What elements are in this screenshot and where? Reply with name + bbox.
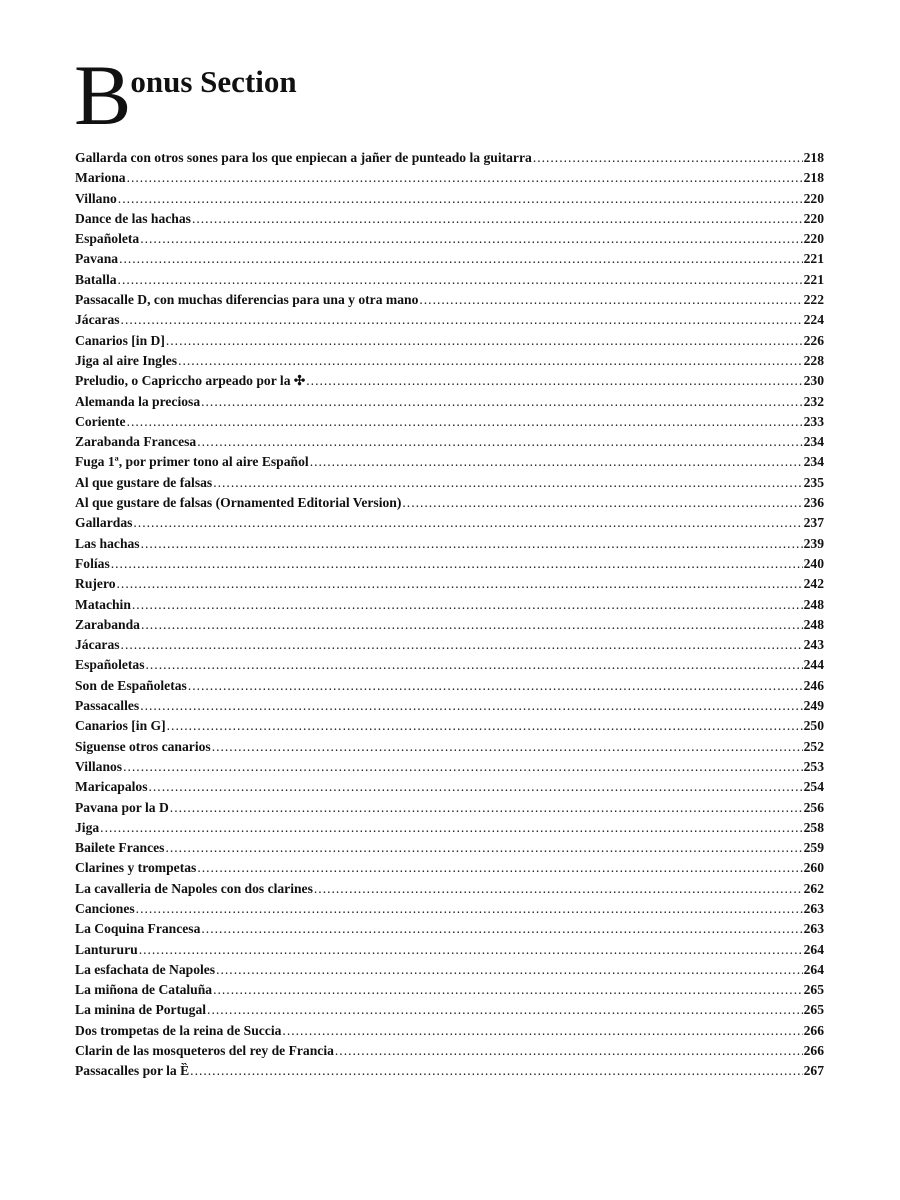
- toc-entry-page-number: 220: [803, 231, 824, 247]
- toc-entry-page-number: 236: [803, 495, 824, 511]
- toc-entry-page-number: 226: [803, 332, 824, 348]
- toc-entry-page-number: 250: [803, 718, 824, 734]
- toc-entry-title: Jiga al aire Ingles: [75, 352, 178, 368]
- toc-entry-title: Zarabanda: [75, 616, 140, 632]
- toc-dot-leader: [167, 716, 803, 736]
- toc-entry-page-number: 260: [803, 860, 824, 876]
- toc-entry-title: Zarabanda Francesa: [75, 434, 197, 450]
- toc-entry: [75, 879, 824, 899]
- toc-entry: [75, 473, 824, 493]
- toc-entry: [75, 757, 824, 777]
- toc-entry-page-number: 254: [803, 779, 824, 795]
- toc-entry-title: Bailete Frances: [75, 840, 165, 856]
- toc-dot-leader: [188, 676, 803, 696]
- toc-entry-title: La minina de Portugal: [75, 1002, 207, 1018]
- toc-entry-page-number: 234: [803, 454, 824, 470]
- toc-entry: [75, 432, 824, 452]
- toc-dot-leader: [213, 473, 802, 493]
- toc-entry: [75, 858, 824, 878]
- toc-dot-leader: [192, 209, 803, 229]
- toc-entry-page-number: 258: [803, 819, 824, 835]
- toc-entry-page-number: 243: [803, 637, 824, 653]
- toc-entry-title: Pavana por la D: [75, 799, 169, 815]
- toc-entry: [75, 615, 824, 635]
- toc-entry: [75, 798, 824, 818]
- toc-entry: [75, 249, 824, 269]
- toc-entry: [75, 899, 824, 919]
- toc-entry: [75, 940, 824, 960]
- toc-dot-leader: [123, 757, 803, 777]
- toc-entry-title: La Coquina Francesa: [75, 921, 201, 937]
- toc-entry-title: Villano: [75, 190, 117, 206]
- toc-entry: [75, 676, 824, 696]
- toc-entry: [75, 777, 824, 797]
- toc-dot-leader: [201, 919, 802, 939]
- toc-entry-title: Preludio, o Capriccho arpeado por la ✣: [75, 373, 306, 389]
- toc-entry-title: Siguense otros canarios: [75, 738, 211, 754]
- toc-dot-leader: [100, 818, 802, 838]
- toc-entry-title: Al que gustare de falsas (Ornamented Editorial Version): [75, 495, 402, 511]
- drop-cap-letter: B: [74, 47, 130, 143]
- toc-entry-title: Las hachas: [75, 535, 140, 551]
- toc-dot-leader: [118, 189, 803, 209]
- toc-dot-leader: [178, 351, 803, 371]
- toc-dot-leader: [141, 534, 803, 554]
- toc-entry-title: Dos trompetas de la reina de Succia: [75, 1022, 282, 1038]
- toc-entry: [75, 655, 824, 675]
- toc-entry: [75, 412, 824, 432]
- toc-entry-page-number: 234: [803, 434, 824, 450]
- toc-entry-page-number: 252: [803, 738, 824, 754]
- toc-entry-title: Matachin: [75, 596, 131, 612]
- toc-dot-leader: [127, 168, 803, 188]
- toc-entry-page-number: 230: [803, 373, 824, 389]
- toc-entry: [75, 392, 824, 412]
- toc-entry-page-number: 263: [803, 900, 824, 916]
- toc-entry-page-number: 220: [803, 190, 824, 206]
- toc-entry-title: Villanos: [75, 758, 123, 774]
- toc-entry-page-number: 218: [803, 150, 824, 165]
- toc-entry: [75, 1041, 824, 1061]
- toc-entry-title: Españoleta: [75, 231, 140, 247]
- toc-entry-title: Passacalle D, con muchas diferencias para una y otra mano: [75, 292, 419, 308]
- toc-dot-leader: [121, 310, 803, 330]
- toc-entry: [75, 229, 824, 249]
- toc-entry-title: Fuga 1ª, por primer tono al aire Español: [75, 454, 309, 470]
- toc-entry: [75, 635, 824, 655]
- toc-dot-leader: [419, 290, 802, 310]
- toc-entry-page-number: 259: [803, 840, 824, 856]
- toc-entry: [75, 148, 824, 168]
- toc-entry: [75, 452, 824, 472]
- toc-entry-title: Canciones: [75, 900, 135, 916]
- toc-dot-leader: [335, 1041, 803, 1061]
- toc-entry-title: Coriente: [75, 413, 126, 429]
- toc-entry-page-number: 244: [803, 657, 824, 673]
- toc-entry-title: Gallardas: [75, 515, 133, 531]
- toc-dot-leader: [212, 737, 803, 757]
- toc-entry-title: Mariona: [75, 170, 126, 186]
- toc-entry-page-number: 233: [803, 413, 824, 429]
- toc-dot-leader: [197, 858, 802, 878]
- toc-entry-title: Clarin de las mosqueteros del rey de Francia: [75, 1043, 334, 1059]
- toc-entry: [75, 209, 824, 229]
- toc-entry-page-number: 221: [803, 251, 824, 267]
- toc-entry-page-number: 235: [803, 474, 824, 490]
- toc-dot-leader: [197, 432, 802, 452]
- toc-entry: [75, 310, 824, 330]
- toc-entry: [75, 960, 824, 980]
- toc-entry: [75, 290, 824, 310]
- toc-entry-title: Son de Españoletas: [75, 677, 187, 693]
- toc-entry-page-number: 221: [803, 271, 824, 287]
- toc-entry-title: Passacalles por la Ȅ: [75, 1063, 190, 1079]
- toc-dot-leader: [213, 980, 803, 1000]
- section-title: onus Section: [130, 64, 297, 99]
- toc-entry-page-number: 232: [803, 393, 824, 409]
- toc-entry: [75, 189, 824, 209]
- toc-entry-page-number: 256: [803, 799, 824, 815]
- toc-entry-page-number: 220: [803, 210, 824, 226]
- toc-entry: [75, 351, 824, 371]
- toc-entry: [75, 716, 824, 736]
- toc-dot-leader: [533, 148, 803, 168]
- toc-entry-title: Españoletas: [75, 657, 145, 673]
- toc-entry-page-number: 242: [803, 576, 824, 592]
- table-of-contents: [75, 148, 824, 1082]
- toc-entry-title: Jácaras: [75, 637, 120, 653]
- toc-dot-leader: [121, 635, 803, 655]
- toc-entry-title: Pavana: [75, 251, 119, 267]
- toc-entry-page-number: 248: [803, 616, 824, 632]
- toc-entry-page-number: 253: [803, 758, 824, 774]
- toc-entry-title: La miñona de Cataluña: [75, 982, 213, 998]
- toc-entry-title: Maricapalos: [75, 779, 148, 795]
- toc-entry: [75, 574, 824, 594]
- toc-entry-page-number: 237: [803, 515, 824, 531]
- toc-dot-leader: [140, 229, 802, 249]
- toc-entry-title: La cavalleria de Napoles con dos clarines: [75, 880, 313, 896]
- toc-entry: [75, 554, 824, 574]
- toc-entry-page-number: 265: [803, 982, 824, 998]
- toc-entry: [75, 1061, 824, 1081]
- toc-entry-page-number: 267: [803, 1063, 824, 1079]
- toc-entry-title: Gallarda con otros sones para los que enpiecan a jañer de punteado la guitarra: [75, 150, 532, 165]
- toc-entry: [75, 331, 824, 351]
- toc-dot-leader: [132, 595, 803, 615]
- toc-dot-leader: [165, 838, 802, 858]
- toc-entry-page-number: 266: [803, 1043, 824, 1059]
- toc-entry-title: Alemanda la preciosa: [75, 393, 201, 409]
- toc-dot-leader: [402, 493, 802, 513]
- toc-entry: [75, 1021, 824, 1041]
- toc-entry-title: Canarios [in G]: [75, 718, 166, 734]
- toc-entry-title: Clarines y trompetas: [75, 860, 197, 876]
- toc-dot-leader: [207, 1000, 803, 1020]
- toc-entry: [75, 513, 824, 533]
- toc-dot-leader: [282, 1021, 802, 1041]
- toc-entry: [75, 270, 824, 290]
- toc-dot-leader: [201, 392, 802, 412]
- toc-entry: [75, 371, 824, 391]
- toc-entry-title: Rujero: [75, 576, 116, 592]
- toc-entry-page-number: 224: [803, 312, 824, 328]
- section-heading: [74, 47, 297, 143]
- toc-entry-page-number: 222: [803, 292, 824, 308]
- toc-entry-page-number: 240: [803, 555, 824, 571]
- toc-entry: [75, 1000, 824, 1020]
- toc-entry-title: Folías: [75, 555, 110, 571]
- toc-dot-leader: [310, 452, 803, 472]
- toc-dot-leader: [139, 940, 803, 960]
- toc-entry-title: Al que gustare de falsas: [75, 474, 213, 490]
- toc-dot-leader: [140, 696, 802, 716]
- toc-entry-page-number: 262: [803, 880, 824, 896]
- toc-dot-leader: [117, 574, 803, 594]
- toc-entry-title: Dance de las hachas: [75, 210, 191, 226]
- toc-entry-title: Jácaras: [75, 312, 120, 328]
- toc-entry-page-number: 239: [803, 535, 824, 551]
- toc-dot-leader: [190, 1061, 802, 1081]
- toc-entry: [75, 818, 824, 838]
- toc-entry-page-number: 265: [803, 1002, 824, 1018]
- toc-dot-leader: [170, 798, 803, 818]
- toc-entry-page-number: 228: [803, 352, 824, 368]
- toc-entry: [75, 919, 824, 939]
- toc-entry-title: Passacalles: [75, 698, 140, 714]
- toc-entry: [75, 168, 824, 188]
- toc-dot-leader: [118, 270, 803, 290]
- toc-entry: [75, 737, 824, 757]
- toc-entry: [75, 980, 824, 1000]
- toc-entry: [75, 534, 824, 554]
- toc-entry-page-number: 218: [803, 170, 824, 186]
- toc-entry: [75, 493, 824, 513]
- toc-entry-title: Canarios [in D]: [75, 332, 165, 348]
- toc-dot-leader: [127, 412, 803, 432]
- toc-entry-title: Lantururu: [75, 941, 138, 957]
- toc-dot-leader: [111, 554, 803, 574]
- toc-entry-page-number: 249: [803, 698, 824, 714]
- toc-dot-leader: [136, 899, 803, 919]
- toc-entry-title: La esfachata de Napoles: [75, 961, 216, 977]
- toc-dot-leader: [306, 371, 802, 391]
- toc-entry-page-number: 266: [803, 1022, 824, 1038]
- toc-entry: [75, 595, 824, 615]
- toc-dot-leader: [149, 777, 803, 797]
- toc-entry-page-number: 264: [803, 961, 824, 977]
- toc-entry-title: Jiga: [75, 819, 100, 835]
- toc-entry-page-number: 263: [803, 921, 824, 937]
- toc-dot-leader: [314, 879, 803, 899]
- toc-dot-leader: [146, 655, 803, 675]
- toc-entry-page-number: 246: [803, 677, 824, 693]
- toc-entry-page-number: 248: [803, 596, 824, 612]
- toc-dot-leader: [133, 513, 802, 533]
- toc-dot-leader: [141, 615, 803, 635]
- toc-dot-leader: [166, 331, 803, 351]
- toc-entry: [75, 696, 824, 716]
- toc-entry-title: Batalla: [75, 271, 117, 287]
- toc-entry: [75, 838, 824, 858]
- toc-dot-leader: [119, 249, 803, 269]
- toc-dot-leader: [216, 960, 803, 980]
- toc-entry-page-number: 264: [803, 941, 824, 957]
